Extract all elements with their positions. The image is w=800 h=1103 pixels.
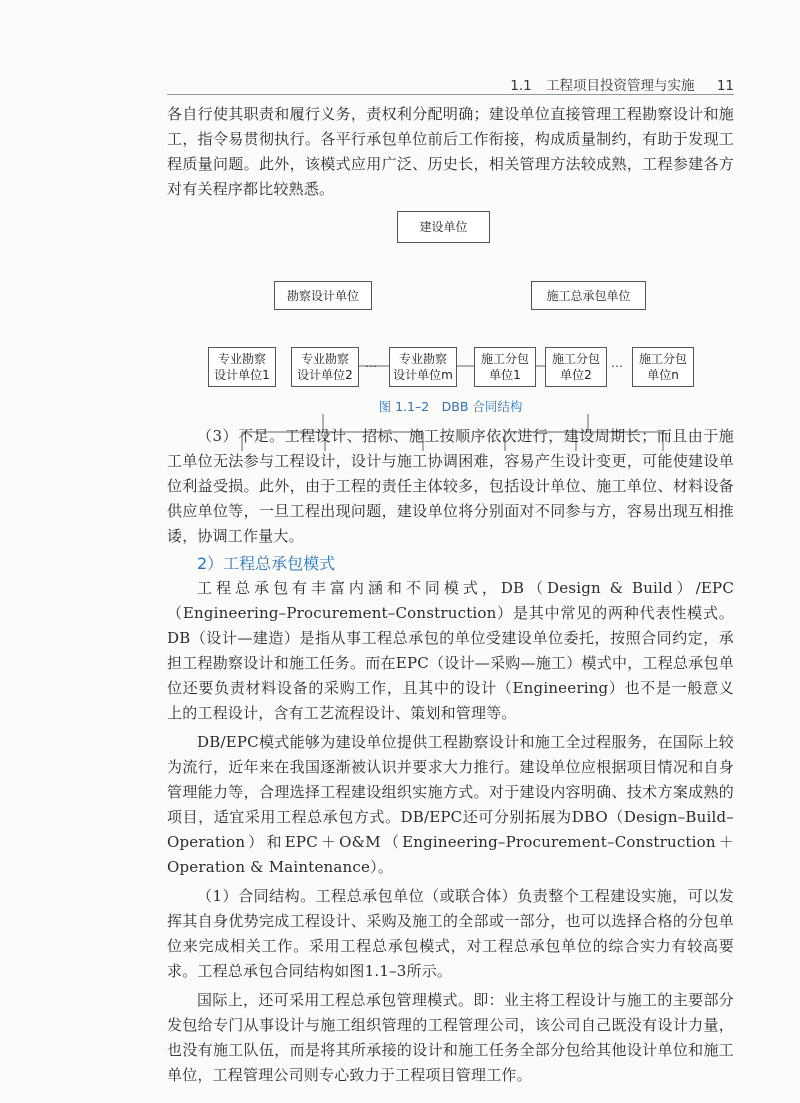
node-design-contractor: 勘察设计单位 xyxy=(274,281,372,310)
header-section-number: 1.1 xyxy=(510,78,532,94)
page-header xyxy=(0,0,800,100)
ellipsis-left: … xyxy=(365,356,377,370)
figure-caption: 图 1.1–2 DBB 合同结构 xyxy=(378,399,523,414)
header-title: 工程项目投资管理与实施 xyxy=(546,78,695,94)
page-number: 11 xyxy=(716,78,734,94)
paragraph-1: 各自行使其职责和履行义务，责权利分配明确；建设单位直接管理工程勘察设计和施工，指令易贯彻执行。各平行承包单位前后工作衔接，构成质量制约，有助于发现工程质量问题。此外，该模式应用广泛、历史长，相关管理方法较成熟，工程参建各方对有关程序都比较熟悉。 xyxy=(167,105,734,198)
paragraph-5: （1）合同结构。工程总承包单位（或联合体）负责整个工程建设实施，可以发挥其自身优势完成工程设计、采购及施工的全部或一部分，也可以选择合格的分包单位来完成相关工作。采用工程总承包模式，对工程总承包单位的综合实力有较高要求。工程总承包合同结构如图1.1–3所示。 xyxy=(167,887,734,980)
ellipsis-right: … xyxy=(611,356,623,370)
header-rule xyxy=(167,94,734,95)
node-construction-sub-2: 施工分包 单位2 xyxy=(545,347,607,387)
node-design-sub-2: 专业勘察 设计单位2 xyxy=(291,347,359,387)
node-client: 建设单位 xyxy=(397,211,490,243)
paragraph-6: 国际上，还可采用工程总承包管理模式。即：业主将工程设计与施工的主要部分发包给专门从事设计与施工组织管理的工程管理公司，该公司自己既没有设计力量，也没有施工队伍，而是将其所承接的设计和施工任务全部分包给其他设计单位和施工单位，工程管理公司则专心致力于工程项目管理工作。 xyxy=(167,991,734,1084)
node-general-contractor: 施工总承包单位 xyxy=(531,281,646,310)
node-construction-sub-1: 施工分包 单位1 xyxy=(474,347,536,387)
body-lower xyxy=(167,424,734,1088)
running-header xyxy=(510,74,734,94)
node-construction-sub-n: 施工分包 单位n xyxy=(632,347,694,387)
node-design-sub-m: 专业勘察 设计单位m xyxy=(389,347,457,387)
paragraph-2: （3）不足。工程设计、招标、施工按顺序依次进行，建设周期长；而且由于施工单位无法参与工程设计，设计与施工协调困难，容易产生设计变更，可能使建设单位利益受损。此外，由于工程的责任主体较多，包括设计单位、施工单位、材料设备供应单位等，一旦工程出现问题，建设单位将分别面对不同参与方，容易出现互相推诿，协调工作量大。 xyxy=(167,427,734,545)
paragraph-3: 工程总承包有丰富内涵和不同模式，DB（Design & Build）/EPC（Engineering–Procurement–Construction）是其中常见的两种代表性模式。DB（设计—建造）是指从事工程总承包的单位受建设单位委托，按照合同约定，承担工程勘察设计和施工任务。而在EPC（设计—采购—施工）模式中，工程总承包单位还要负责材料设备的采购工作，且其中的设计（Engineering）也不是一般意义上的工程设计，含有工艺流程设计、策划和管理等。 xyxy=(167,579,734,722)
section-heading: 2）工程总承包模式 xyxy=(197,554,336,573)
node-design-sub-1: 专业勘察 设计单位1 xyxy=(208,347,276,387)
paragraph-4: DB/EPC模式能够为建设单位提供工程勘察设计和施工全过程服务，在国际上较为流行，近年来在我国逐渐被认识并要求大力推行。建设单位应根据项目情况和自身管理能力等，合理选择工程建设组织实施方式。对于建设内容明确、技术方案成熟的项目，适宜采用工程总承包方式。DB/EPC还可分别拓展为DBO（Design–Build–Operation）和EPC＋O&M（Engineering–Procurement–Construction＋Operation & Maintenance）。 xyxy=(167,733,734,876)
